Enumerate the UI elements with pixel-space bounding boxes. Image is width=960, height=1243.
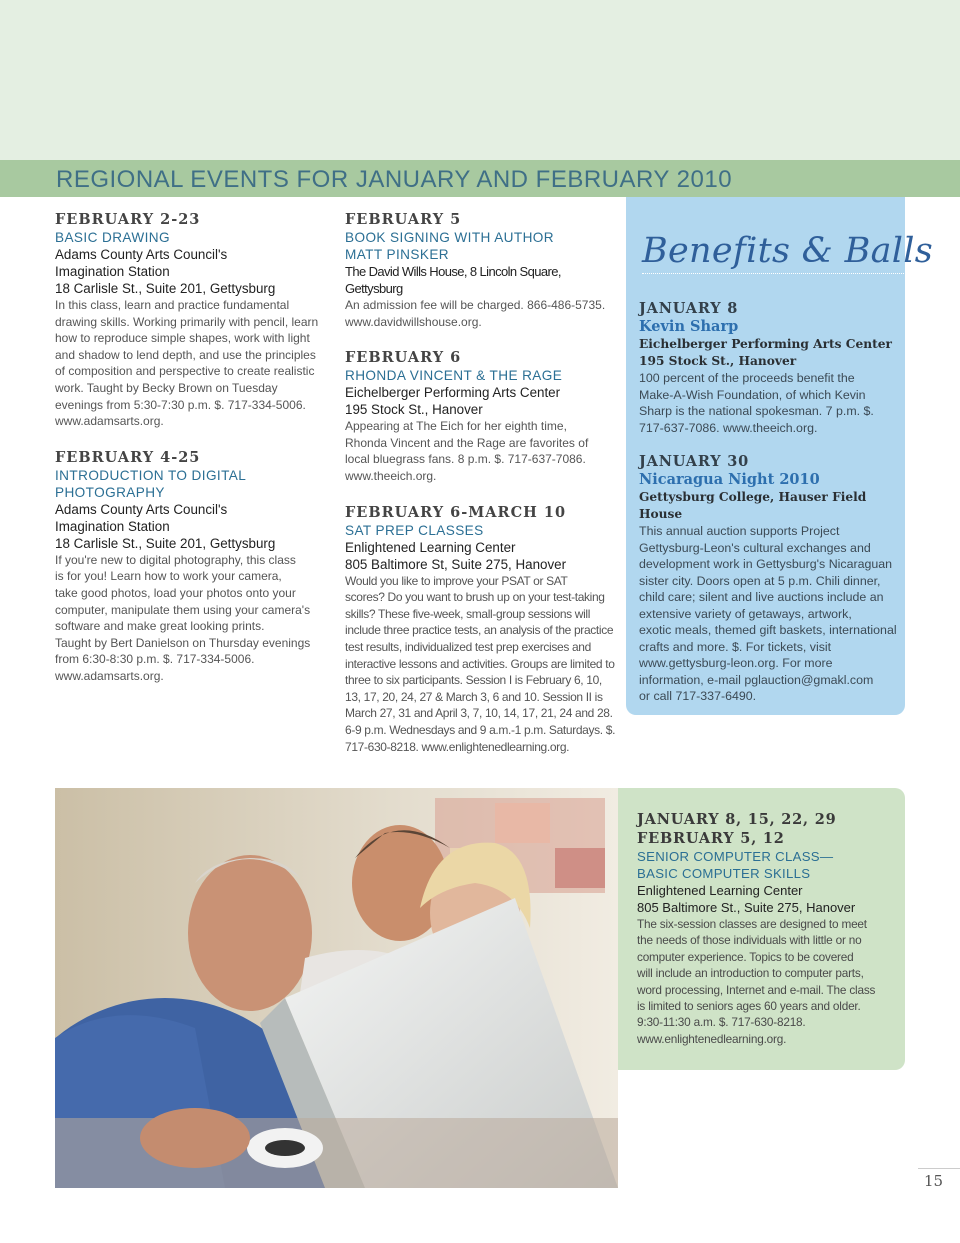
event-description: work. Taught by Becky Brown on Tuesday	[55, 380, 278, 395]
benefit-description: or call 717-337-6490.	[639, 689, 757, 703]
event-date: JANUARY 8, 15, 22, 29	[637, 811, 837, 828]
benefit-date: JANUARY 8	[639, 300, 739, 317]
event-description: will include an introduction to computer parts,	[637, 966, 864, 981]
senior-class-details	[637, 810, 899, 1047]
event-link[interactable]: www.davidwillshouse.org.	[345, 314, 482, 329]
event-description: computer, manipulate them using your camera's	[55, 602, 311, 617]
event-description: three to six participants. Session I is February 6, 10,	[345, 673, 602, 688]
event-venue: The David Wills House, 8 Lincoln Square, Gettysburg	[345, 264, 561, 296]
event-date: FEBRUARY 4-25	[55, 448, 201, 466]
senior-class-panel	[618, 788, 905, 1070]
photo-illustration	[55, 788, 618, 1188]
event-digital-photography	[55, 448, 327, 685]
event-venue: Imagination Station	[55, 518, 170, 534]
event-venue: Enlightened Learning Center	[637, 883, 803, 898]
benefit-description: crafts and more. $. For tickets, visit	[639, 639, 832, 654]
benefit-venue: Gettysburg College, Hauser Field House	[639, 490, 867, 521]
benefit-nicaragua-night	[639, 453, 897, 705]
event-address: 805 Baltimore St, Suite 275, Hanover	[345, 556, 567, 572]
event-description: 13, 17, 20, 24, 27 & March 3, 6 and 10. Session II is	[345, 689, 603, 704]
benefit-name: Kevin Sharp	[639, 318, 739, 335]
event-venue: Adams County Arts Council's	[55, 501, 228, 517]
event-address: 18 Carlisle St., Suite 201, Gettysburg	[55, 535, 276, 551]
event-description: Rhonda Vincent and the Rage are favorites of	[345, 435, 589, 450]
event-description: include three practice tests, an analysis of the practice	[345, 623, 614, 638]
benefits-heading: Benefits & Balls	[642, 231, 934, 271]
event-rhonda-vincent	[345, 348, 617, 484]
event-description: 6-9 p.m. Wednesdays and 9 a.m.-1 p.m. Saturdays. $.	[345, 722, 616, 737]
event-description: is for you! Learn how to work your camera,	[55, 569, 282, 584]
event-description: computer experience. Topics to be covered	[637, 949, 854, 964]
seniors-computer-photo	[55, 788, 618, 1188]
event-date: FEBRUARY 6	[345, 349, 462, 367]
event-link[interactable]: www.adamsarts.org.	[55, 668, 164, 683]
event-title: RHONDA VINCENT & THE RAGE	[345, 368, 563, 384]
events-column-2	[345, 210, 617, 769]
event-title: SENIOR COMPUTER CLASS—	[637, 849, 834, 864]
benefits-list	[639, 300, 897, 705]
event-description: March 27, 31 and April 3, 7, 10, 14, 17, 21, 24 and 28.	[345, 706, 613, 721]
benefits-panel	[626, 197, 934, 715]
event-description: interactive lessons and activities. Groups are limited to	[345, 656, 615, 671]
event-venue: Eichelberger Performing Arts Center	[345, 385, 561, 401]
benefit-description: Gettysburg-Leon's cultural exchanges and	[639, 540, 871, 555]
event-link[interactable]: www.theeich.org.	[345, 468, 437, 483]
event-date: FEBRUARY 2-23	[55, 211, 201, 228]
event-description: The six-session classes are designed to meet	[637, 917, 867, 931]
event-description: Taught by Bert Danielson on Thursday evenings	[55, 635, 311, 650]
event-description: Appearing at The Eich for her eighth time,	[345, 419, 567, 434]
benefit-venue: Eichelberger Performing Arts Center	[639, 337, 892, 351]
benefit-address: 195 Stock St., Hanover	[639, 354, 797, 368]
section-title-bar	[0, 160, 960, 197]
event-description: software and make great looking prints.	[55, 619, 265, 634]
benefit-name: Nicaragua Night 2010	[639, 471, 820, 488]
event-description: is limited to seniors ages 60 years and older.	[637, 999, 861, 1014]
header-band	[0, 0, 960, 160]
page-number: 15	[924, 1172, 944, 1190]
benefit-description: exotic meals, themed gift baskets, international	[639, 623, 897, 637]
event-venue: Imagination Station	[55, 264, 170, 279]
benefit-email[interactable]: information, e-mail pglauction@gmakl.com	[639, 672, 874, 687]
event-link[interactable]: www.enlightenedlearning.org.	[637, 1031, 787, 1046]
event-description: If you're new to digital photography, this class	[55, 552, 296, 567]
page-number-rule	[918, 1168, 960, 1169]
event-date: FEBRUARY 5	[345, 211, 462, 228]
benefit-date: JANUARY 30	[639, 453, 749, 470]
event-description: and shadow to lend depth, and use the principles	[55, 347, 316, 362]
benefit-link[interactable]: 717-637-7086. www.theeich.org.	[639, 420, 818, 435]
dotted-divider	[642, 273, 922, 274]
event-description: local bluegrass fans. 8 p.m. $. 717-637-7086.	[345, 452, 586, 467]
event-description: In this class, learn and practice fundamental	[55, 298, 290, 312]
event-description: test results, individualized test prep exercises and	[345, 639, 591, 654]
event-venue: Enlightened Learning Center	[345, 539, 516, 555]
event-date: FEBRUARY 5, 12	[637, 830, 785, 847]
benefit-link[interactable]: www.gettysburg-leon.org. For more	[639, 656, 833, 670]
event-address: 18 Carlisle St., Suite 201, Gettysburg	[55, 281, 276, 296]
event-description: from 6:30-8:30 p.m. $. 717-334-5006.	[55, 652, 255, 667]
benefit-description: Sharp is the national spokesman. 7 p.m. $.	[639, 404, 874, 418]
event-address: 195 Stock St., Hanover	[345, 402, 483, 418]
event-basic-drawing	[55, 210, 327, 430]
event-description: scores? Do you want to brush up on your test-taking	[345, 590, 605, 605]
event-address: 805 Baltimore St., Suite 275, Hanover	[637, 900, 856, 915]
event-description: Would you like to improve your PSAT or SAT	[345, 573, 568, 588]
benefit-description: 100 percent of the proceeds benefit the	[639, 371, 855, 385]
event-title: MATT PINSKER	[345, 247, 449, 262]
benefit-description: Make-A-Wish Foundation, of which Kevin	[639, 387, 866, 402]
event-link[interactable]: www.adamsarts.org.	[55, 414, 164, 429]
events-column-1	[55, 210, 327, 699]
event-title: PHOTOGRAPHY	[55, 484, 165, 500]
event-title: BASIC COMPUTER SKILLS	[637, 866, 811, 881]
event-description: take good photos, load your photos onto your	[55, 585, 296, 600]
event-description: how to reproduce simple shapes, work with light	[55, 331, 310, 346]
event-title: INTRODUCTION TO DIGITAL	[55, 467, 247, 483]
event-description: skills? These five-week, small-group sessions will	[345, 606, 591, 621]
benefit-description: child care; silent and live auctions include an	[639, 590, 884, 604]
event-description: drawing skills. Working primarily with pencil, learn	[55, 314, 319, 329]
benefit-kevin-sharp	[639, 300, 897, 436]
event-title: SAT PREP CLASSES	[345, 522, 484, 538]
event-description: 9:30-11:30 a.m. $. 717-630-8218.	[637, 1015, 806, 1030]
event-description: word processing, Internet and e-mail. The class	[637, 982, 876, 997]
event-description: of composition and perspective to create realistic	[55, 364, 315, 379]
event-title: BOOK SIGNING WITH AUTHOR	[345, 230, 554, 245]
page-title: REGIONAL EVENTS FOR JANUARY AND FEBRUARY 2010	[56, 166, 733, 193]
event-link[interactable]: 717-630-8218. www.enlightenedlearning.org.	[345, 739, 570, 754]
benefit-description: extensive variety of getaways, artwork,	[639, 606, 852, 621]
benefit-description: This annual auction supports Project	[639, 524, 840, 538]
event-description: evenings from 5:30-7:30 p.m. $. 717-334-5006.	[55, 397, 306, 412]
event-sat-prep	[345, 503, 617, 756]
benefit-description: sister city. Doors open at 5 p.m. Chili dinner,	[639, 573, 881, 588]
event-description: An admission fee will be charged. 866-486-5735.	[345, 298, 606, 312]
event-date: FEBRUARY 6-MARCH 10	[345, 503, 567, 521]
event-description: the needs of those individuals with little or no	[637, 933, 862, 948]
event-book-signing	[345, 210, 617, 330]
event-venue: Adams County Arts Council's	[55, 247, 228, 262]
event-title: BASIC DRAWING	[55, 230, 170, 245]
benefit-description: development work in Gettysburg's Nicaraguan	[639, 557, 893, 571]
